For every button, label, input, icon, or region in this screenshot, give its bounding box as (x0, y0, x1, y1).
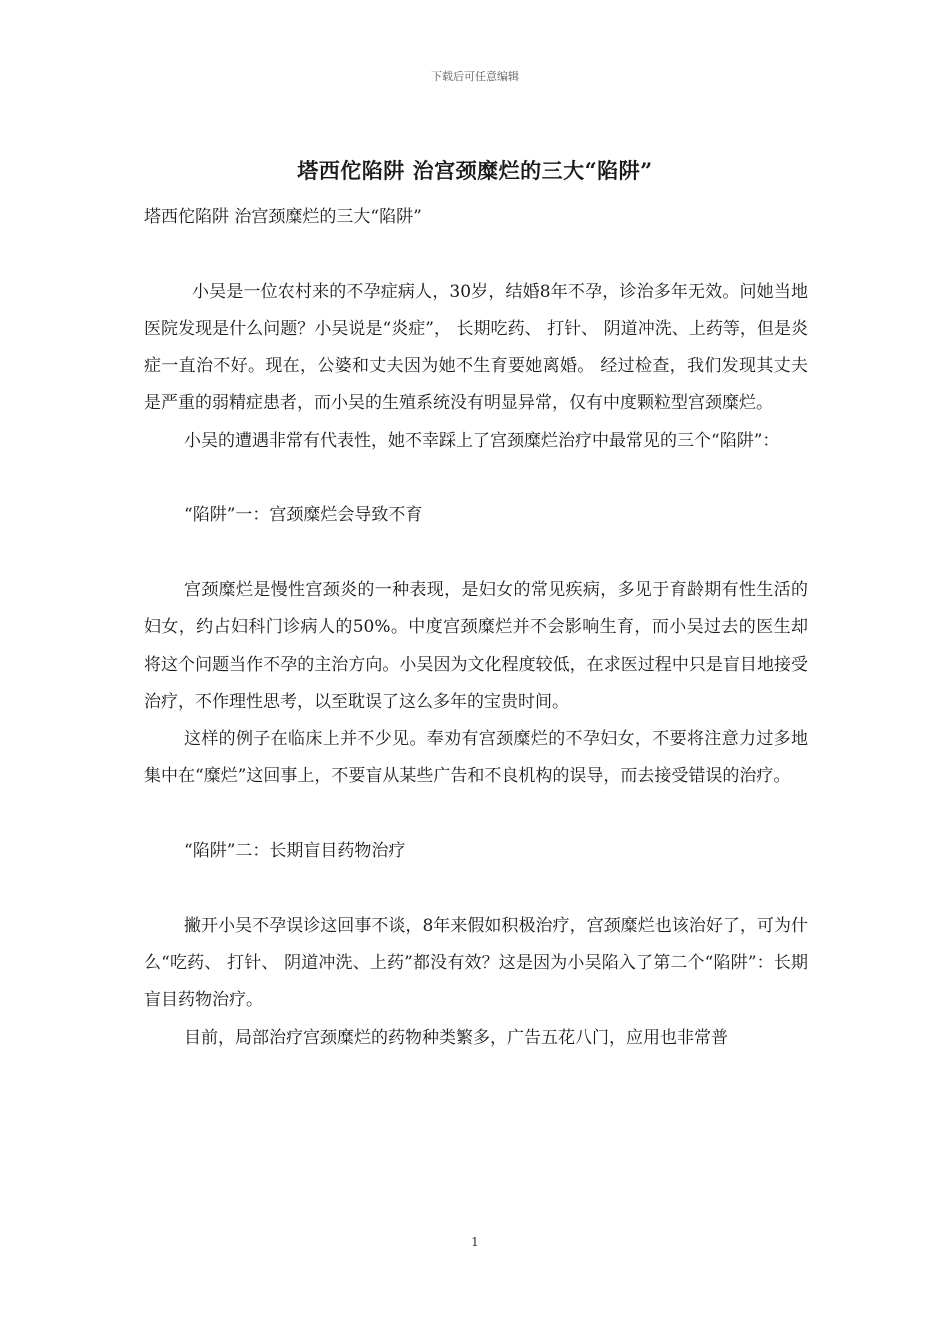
blank-line (144, 796, 808, 833)
section-heading-trap-2: “陷阱”二：长期盲目药物治疗 (184, 841, 406, 862)
section-heading-trap-1: “陷阱”一：宫颈糜烂会导致不育 (184, 505, 423, 526)
paragraph-trap-2-continued: 目前，局部治疗宫颈糜烂的药物种类繁多，广告五花八门，应用也非常普 (184, 1027, 728, 1048)
paragraph-trap-1-explanation: 宫颈糜烂是慢性宫颈炎的一种表现，是妇女的常见疾病，多见于育龄期有性生活的妇女，约占妇科门诊病人的50%。中度宫颈糜烂并不会影响生育，而小吴过去的医生却将这个问题当作不孕的主治方向。小吴因为文化程度较低，在求医过程中只是盲目地接受治疗，不作理性思考，以至耽误了这么多年的宝贵时间。 (144, 579, 808, 712)
blank-line (144, 535, 808, 572)
blank-line (144, 236, 808, 273)
blank-line (144, 460, 808, 497)
document-subtitle: 塔西佗陷阱 治宫颈糜烂的三大“陷阱” (144, 207, 422, 227)
page-number: 1 (471, 1235, 479, 1249)
blank-line (144, 870, 808, 907)
document-body (144, 199, 808, 1057)
paragraph-trap-2-explanation: 撇开小吴不孕误诊这回事不谈，8年来假如积极治疗，宫颈糜烂也该治好了，可为什么“吃药、 打针、 阴道冲洗、上药”都没有效？这是因为小吴陷入了第二个“陷阱”：长期盲目药物治疗。 (144, 915, 808, 1011)
paragraph-trap-summary: 小吴的遭遇非常有代表性，她不幸踩上了宫颈糜烂治疗中最常见的三个“陷阱”： (184, 430, 780, 451)
paragraph-intro: 小吴是一位农村来的不孕症病人，30岁，结婚8年不孕，诊治多年无效。问她当地医院发现是什么问题？小吴说是“炎症”， 长期吃药、 打针、 阴道冲洗、上药等，但是炎症一直治不好。现在，公婆和丈夫因为她不生育要她离婚。 经过检查，我们发现其丈夫是严重的弱精症患者，而小吴的生殖系统没有明显异常，仅有中度颗粒型宫颈糜烂。 (144, 281, 808, 414)
paragraph-trap-1-advice: 这样的例子在临床上并不少见。奉劝有宫颈糜烂的不孕妇女，不要将注意力过多地集中在“糜烂”这回事上，不要盲从某些广告和不良机构的误导，而去接受错误的治疗。 (144, 729, 808, 787)
page-header-note: 下载后可任意编辑 (431, 70, 519, 83)
document-title: 塔西佗陷阱 治宫颈糜烂的三大“陷阱” (297, 158, 653, 183)
